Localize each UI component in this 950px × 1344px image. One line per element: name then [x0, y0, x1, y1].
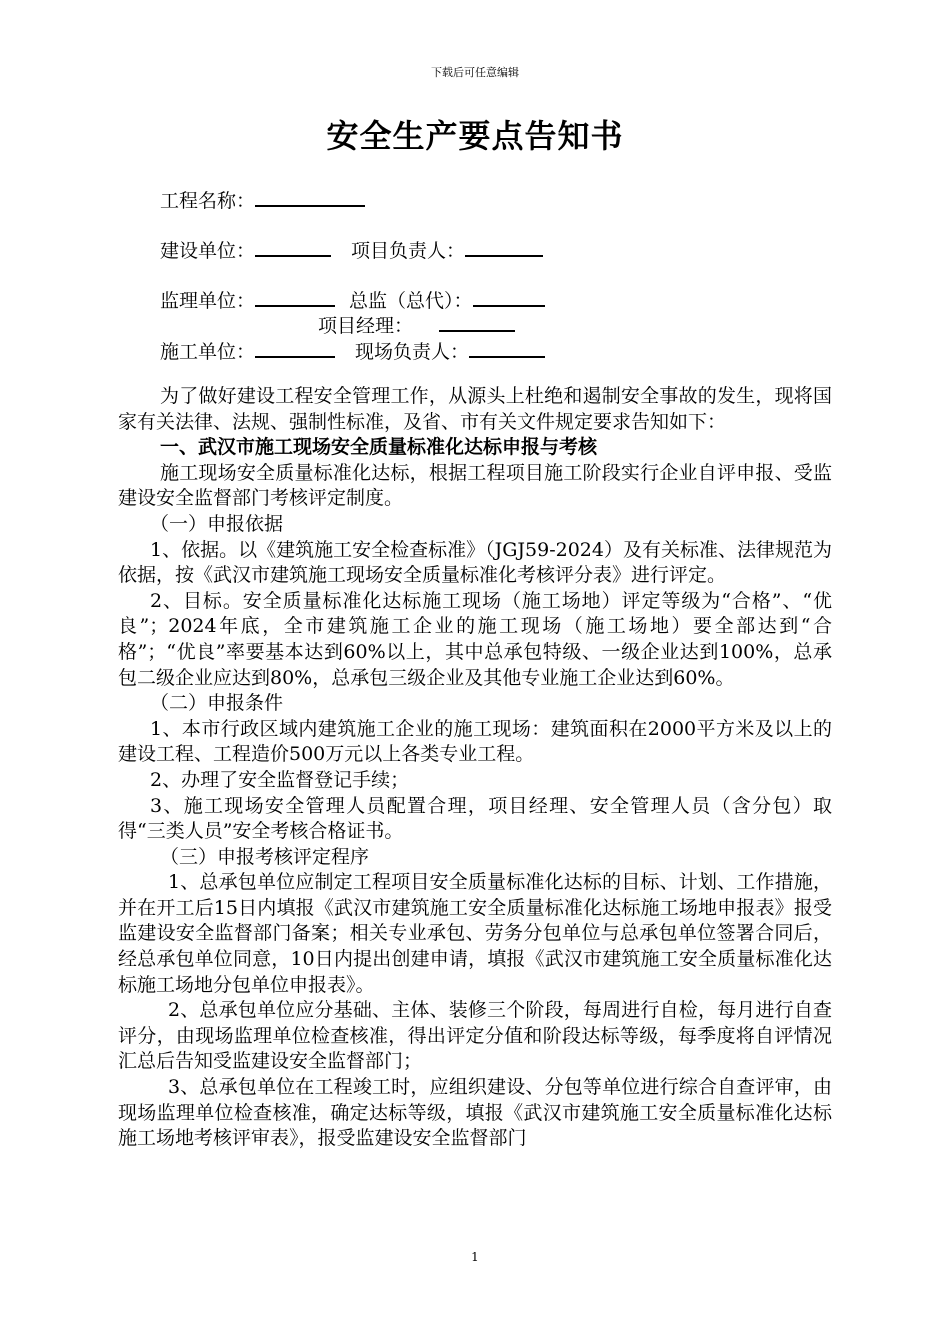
subsection-heading-basis: （一）申报依据 — [150, 512, 284, 535]
paragraph-condition-1: 1、本市行政区域内建筑施工企业的施工现场：建筑面积在2000平方米及以上的建设工程、工程造价500万元以上各类专业工程。 — [118, 717, 832, 766]
chief-supervisor-label: 总监（总代）： — [349, 290, 473, 312]
project-name-blank — [255, 187, 365, 207]
project-manager-blank — [439, 312, 515, 332]
paragraph-procedure-3: 3、总承包单位在工程竣工时，应组织建设、分包等单位进行综合自查评审，由现场监理单位检查核准，确定达标等级，填报《武汉市建筑施工安全质量标准化达标施工场地考核评审表》，报受监建设安全监督部门 — [118, 1076, 832, 1150]
document-title: 安全生产要点告知书 — [326, 117, 624, 155]
supervision-unit-field — [160, 287, 545, 313]
site-leader-label: 现场负责人： — [355, 341, 470, 363]
builder-unit-label: 施工单位： — [160, 341, 256, 363]
page-number: 1 — [471, 1250, 479, 1264]
paragraph-condition-2: 2、办理了安全监督登记手续； — [150, 768, 410, 791]
project-leader-blank — [465, 237, 543, 257]
construction-unit-label: 建设单位： — [160, 240, 256, 262]
construction-unit-field — [160, 237, 543, 263]
project-name-label: 工程名称： — [160, 190, 256, 212]
paragraph-procedure-2: 2、总承包单位应分基础、主体、装修三个阶段，每周进行自检，每月进行自查评分，由现场监理单位检查核准，得出评定分值和阶段达标等级，每季度将自评情况汇总后告知受监建设安全监督部门； — [118, 999, 832, 1073]
intro-paragraph: 为了做好建设工程安全管理工作，从源头上杜绝和遏制安全事故的发生，现将国家有关法律、法规、强制性标准，及省、市有关文件规定要求告知如下： — [118, 385, 832, 433]
project-leader-label: 项目负责人： — [351, 240, 466, 262]
subsection-heading-procedure: （三）申报考核评定程序 — [160, 845, 370, 868]
section-heading-1: 一、武汉市施工现场安全质量标准化达标申报与考核 — [160, 436, 598, 459]
paragraph-target: 2、目标。安全质量标准化达标施工现场（施工场地）评定等级为“合格”、“优良”；2024年底，全市建筑施工企业的施工现场（施工场地）要全部达到“合格”；“优良”率要基本达到60%以上，其中总承包特级、一级企业达到100%，总承包二级企业应达到80%，总承包三级企业及其他专业施工企业达到60%。 — [118, 589, 832, 689]
project-manager-field — [318, 312, 515, 338]
builder-unit-field — [160, 338, 545, 364]
supervision-unit-label: 监理单位： — [160, 290, 256, 312]
project-name-field — [160, 187, 365, 213]
builder-unit-blank — [255, 338, 335, 358]
chief-supervisor-blank — [473, 287, 545, 307]
project-manager-label: 项目经理： — [318, 315, 414, 337]
paragraph-standardization: 施工现场安全质量标准化达标，根据工程项目施工阶段实行企业自评申报、受监建设安全监督部门考核评定制度。 — [118, 461, 832, 510]
header-note: 下载后可任意编辑 — [431, 66, 519, 79]
paragraph-procedure-1: 1、总承包单位应制定工程项目安全质量标准化达标的目标、计划、工作措施，并在开工后15日内填报《武汉市建筑施工安全质量标准化达标施工场地申报表》报受监建设安全监督部门备案；相关专业承包、劳务分包单位与总承包单位签署合同后，经总承包单位同意，10日内提出创建申请，填报《武汉市建筑施工安全质量标准化达标施工场地分包单位申报表》。 — [118, 871, 832, 996]
site-leader-blank — [469, 338, 545, 358]
construction-unit-blank — [255, 237, 331, 257]
document-body — [118, 384, 832, 1152]
paragraph-condition-3: 3、施工现场安全管理人员配置合理，项目经理、安全管理人员（含分包）取得“三类人员”安全考核合格证书。 — [118, 794, 832, 843]
subsection-heading-conditions: （二）申报条件 — [150, 692, 284, 715]
paragraph-basis: 1、依据。以《建筑施工安全检查标准》（JGJ59-2024）及有关标准、法律规范为依据，按《武汉市建筑施工现场安全质量标准化考核评分表》进行评定。 — [118, 538, 832, 587]
supervision-unit-blank — [255, 287, 335, 307]
